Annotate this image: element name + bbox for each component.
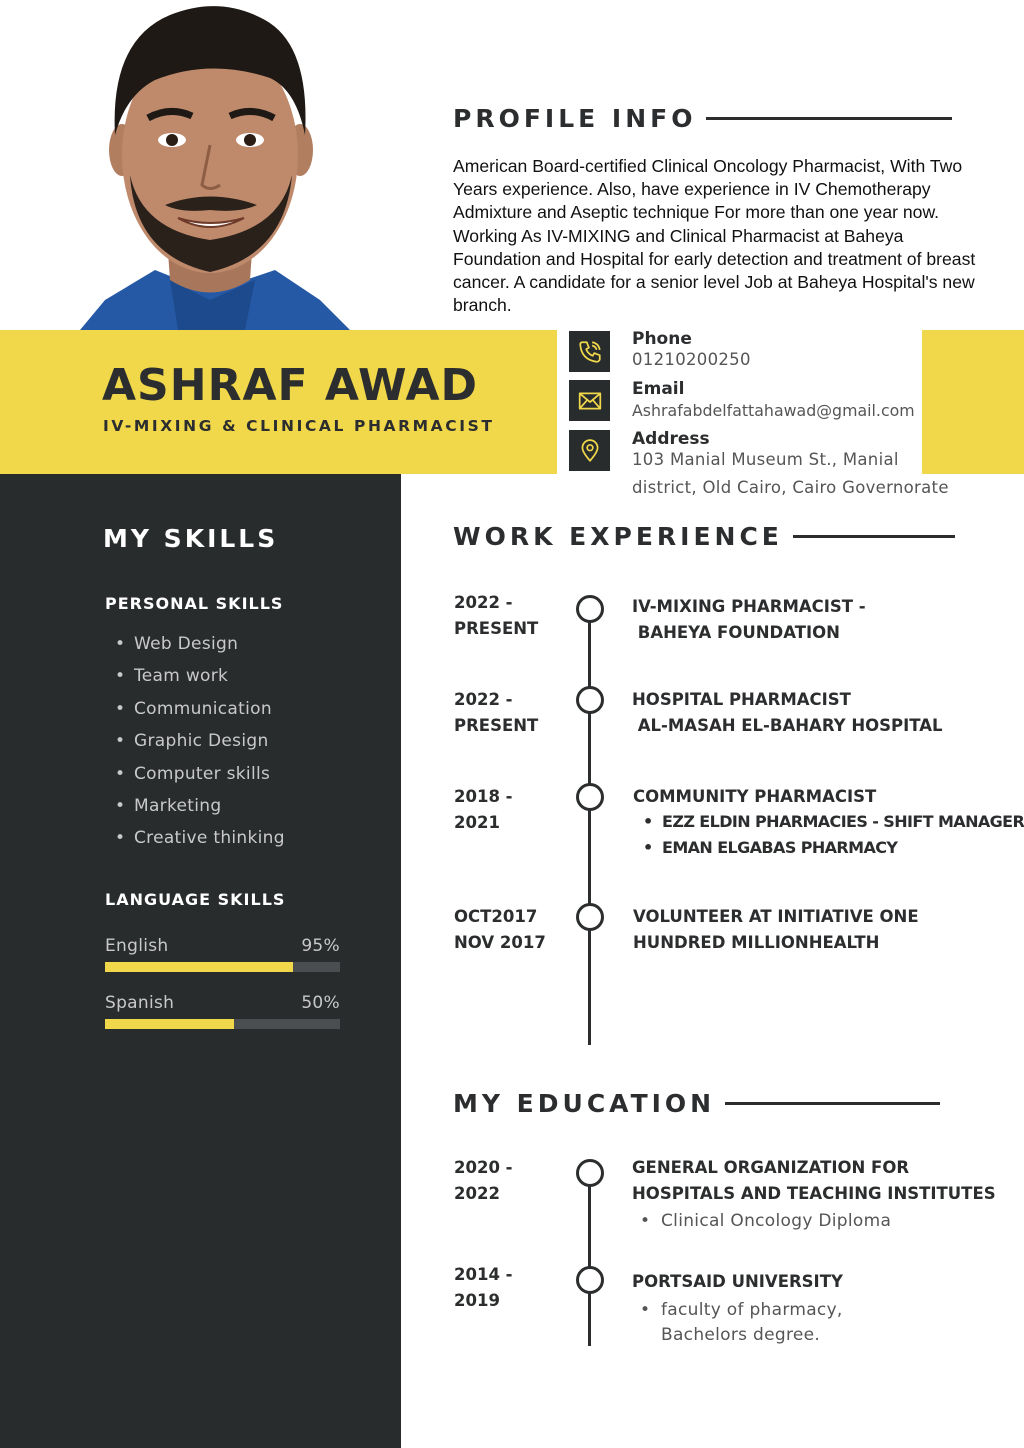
work-title: VOLUNTEER AT INITIATIVE ONE HUNDRED MILLIONHEALTH <box>633 907 919 952</box>
list-item: • Computer skills <box>115 764 285 796</box>
list-item: • EMAN ELGABAS PHARMACY <box>643 835 1024 861</box>
candidate-role: IV-MIXING & CLINICAL PHARMACIST <box>103 417 495 435</box>
phone-value: 01210200250 <box>632 350 751 369</box>
work-date: 2018 - 2021 <box>454 787 513 832</box>
list-item: • Web Design <box>115 634 285 666</box>
address-line-1: 103 Manial Museum St., Manial <box>632 450 899 469</box>
skills-heading: MY SKILLS <box>103 524 279 553</box>
work-title: IV-MIXING PHARMACIST - BAHEYA FOUNDATION <box>632 597 866 642</box>
timeline-dot <box>576 1159 604 1187</box>
address-line-2: district, Old Cairo, Cairo Governorate <box>632 478 949 497</box>
education-bullets <box>640 1298 843 1348</box>
personal-skills-heading: PERSONAL SKILLS <box>105 594 284 613</box>
list-item: • Marketing <box>115 796 285 828</box>
list-item: • EZZ ELDIN PHARMACIES - SHIFT MANAGER <box>643 809 1024 835</box>
timeline-dot <box>576 1266 604 1294</box>
personal-skills-list <box>115 634 285 861</box>
candidate-name: ASHRAF AWAD <box>102 360 479 411</box>
education-heading-text: MY EDUCATION <box>453 1089 716 1118</box>
work-date: 2022 - PRESENT <box>454 690 539 735</box>
timeline-dot <box>576 783 604 811</box>
email-label: Email <box>632 379 685 399</box>
profile-heading <box>453 104 952 133</box>
timeline-dot <box>576 686 604 714</box>
work-date: OCT2017 NOV 2017 <box>454 907 546 952</box>
location-icon <box>569 430 610 471</box>
language-skills-heading: LANGUAGE SKILLS <box>105 890 286 909</box>
work-timeline <box>588 609 591 1045</box>
list-item: • faculty of pharmacy, Bachelors degree. <box>640 1298 843 1348</box>
timeline-dot <box>576 595 604 623</box>
education-timeline <box>588 1170 591 1346</box>
language-spanish <box>105 993 340 1029</box>
profile-text: American Board-certified Clinical Oncology Pharmacist, With Two Years experience. Also, have experience in IV Chemotherapy Admixture and Aseptic technique For more than one year now. Working As IV-MIXING and Clinical Pharmacist at Baheya Foundation and Hospital for early detection and treatment of breast cancer. A candidate for a senior level Job at Baheya Hospital's new branch. <box>453 156 976 316</box>
work-date: 2022 - PRESENT <box>454 593 539 638</box>
profile-photo <box>60 0 390 330</box>
heading-rule <box>793 535 955 538</box>
phone-label: Phone <box>632 329 692 349</box>
list-item: • Clinical Oncology Diploma <box>640 1209 891 1234</box>
profile-heading-text: PROFILE INFO <box>453 104 697 133</box>
education-title: GENERAL ORGANIZATION FOR HOSPITALS AND TEACHING INSTITUTES <box>632 1158 996 1203</box>
heading-rule <box>706 117 952 120</box>
education-date: 2020 - 2022 <box>454 1158 513 1203</box>
education-heading <box>453 1089 940 1118</box>
language-bar-fill <box>105 962 293 972</box>
language-bar-fill <box>105 1019 234 1029</box>
email-value: Ashrafabdelfattahawad@gmail.com <box>632 401 915 420</box>
list-item: • Graphic Design <box>115 731 285 763</box>
work-title: COMMUNITY PHARMACIST <box>633 787 877 806</box>
language-english <box>105 936 340 972</box>
language-name: English <box>105 936 169 956</box>
language-bar <box>105 962 340 972</box>
language-name: Spanish <box>105 993 175 1013</box>
email-icon <box>569 380 610 421</box>
work-heading-text: WORK EXPERIENCE <box>453 522 783 551</box>
list-item: • Creative thinking <box>115 828 285 860</box>
work-bullets <box>643 809 1024 861</box>
education-bullets <box>640 1209 891 1234</box>
language-percent: 95% <box>301 936 340 956</box>
timeline-dot <box>576 903 604 931</box>
list-item: • Communication <box>115 699 285 731</box>
language-bar <box>105 1019 340 1029</box>
language-percent: 50% <box>301 993 340 1013</box>
work-title: HOSPITAL PHARMACIST AL-MASAH EL-BAHARY HOSPITAL <box>632 690 943 735</box>
work-heading <box>453 522 955 551</box>
phone-icon <box>569 331 610 372</box>
education-date: 2014 - 2019 <box>454 1265 513 1310</box>
education-title: PORTSAID UNIVERSITY <box>632 1272 843 1291</box>
heading-rule <box>725 1102 940 1105</box>
accent-band <box>922 330 1024 474</box>
list-item: • Team work <box>115 666 285 698</box>
address-label: Address <box>632 429 710 449</box>
